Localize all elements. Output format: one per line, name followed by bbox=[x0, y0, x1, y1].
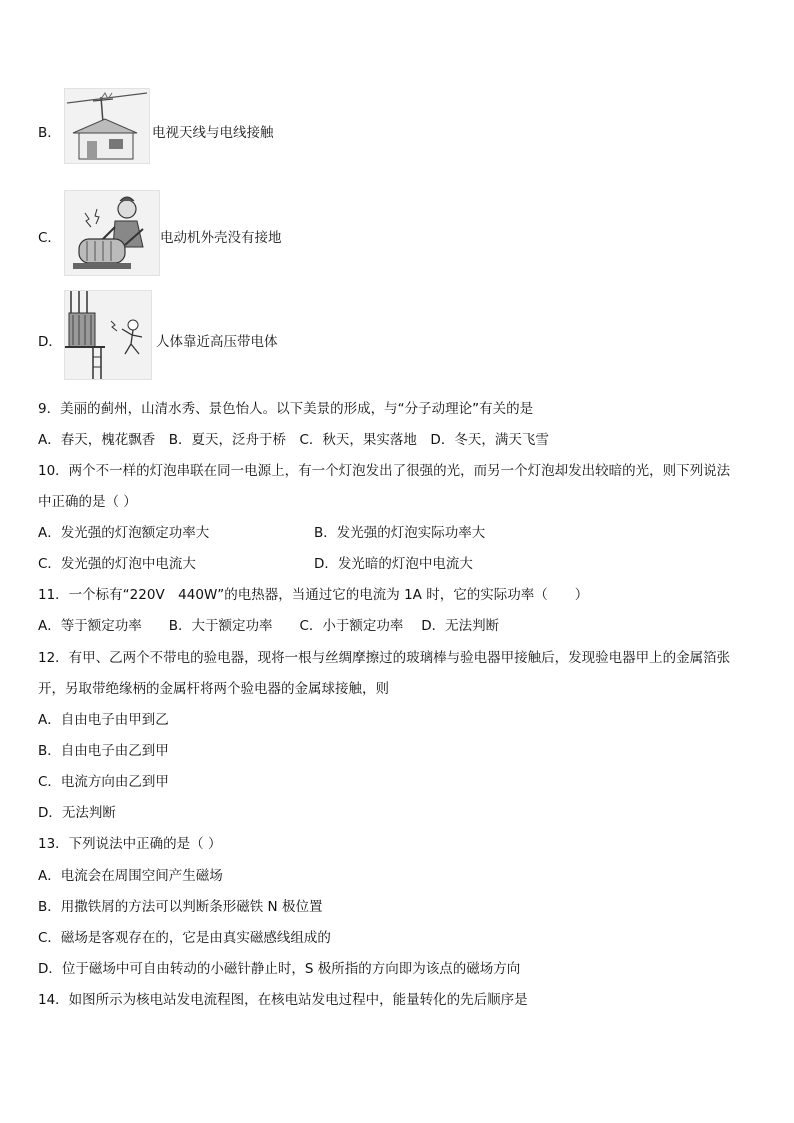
option-a: A．自由电子由甲到乙 bbox=[38, 712, 169, 728]
question-stem-line-2: 开，另取带绝缘柄的金属杆将两个验电器的金属球接触，则 bbox=[38, 681, 389, 697]
question-stem: 11．一个标有“220V 440W”的电热器，当通过它的电流为 1A 时，它的实际功率（ ） bbox=[38, 587, 589, 603]
question-stem: 13．下列说法中正确的是（ ） bbox=[38, 836, 222, 852]
high-voltage-illustration bbox=[64, 290, 152, 380]
tv-antenna-illustration bbox=[64, 88, 150, 164]
option-b: B．用撒铁屑的方法可以判断条形磁铁 N 极位置 bbox=[38, 899, 323, 915]
option-text: 电视天线与电线接触 bbox=[152, 125, 274, 141]
options-line: A．春天，槐花飘香 B．夏天，泛舟于桥 C．秋天，果实落地 D．冬天，满天飞雪 bbox=[38, 432, 549, 448]
question-stem: 9．美丽的蓟州，山清水秀、景色怡人。以下美景的形成，与“分子动理论”有关的是 bbox=[38, 401, 534, 417]
option-c: C．电流方向由乙到甲 bbox=[38, 774, 169, 790]
option-b: B．发光强的灯泡实际功率大 bbox=[314, 525, 486, 541]
question-stem-line-1: 12．有甲、乙两个不带电的验电器，现将一根与丝绸摩擦过的玻璃棒与验电器甲接触后，发现验电器甲上的金属箔张 bbox=[38, 650, 731, 666]
motor-illustration bbox=[64, 190, 160, 276]
option-letter: B． bbox=[38, 125, 61, 141]
option-a: A．发光强的灯泡额定功率大 bbox=[38, 525, 210, 541]
option-b: B．自由电子由乙到甲 bbox=[38, 743, 169, 759]
option-d: D．位于磁场中可自由转动的小磁针静止时，S 极所指的方向即为该点的磁场方向 bbox=[38, 961, 521, 977]
question-stem: 14．如图所示为核电站发电流程图，在核电站发电过程中，能量转化的先后顺序是 bbox=[38, 992, 528, 1008]
option-d: D．发光暗的灯泡中电流大 bbox=[314, 556, 473, 572]
option-letter: D． bbox=[38, 334, 62, 350]
option-c: C．磁场是客观存在的，它是由真实磁感线组成的 bbox=[38, 930, 331, 946]
option-text: 电动机外壳没有接地 bbox=[160, 230, 282, 246]
option-c: C．发光强的灯泡中电流大 bbox=[38, 556, 196, 572]
option-a: A．电流会在周围空间产生磁场 bbox=[38, 868, 223, 884]
question-stem-line-1: 10．两个不一样的灯泡串联在同一电源上，有一个灯泡发出了很强的光，而另一个灯泡却发出较暗的光，则下列说法 bbox=[38, 463, 731, 479]
option-d: D．无法判断 bbox=[38, 805, 116, 821]
option-letter: C． bbox=[38, 230, 61, 246]
option-text: 人体靠近高压带电体 bbox=[156, 334, 278, 350]
options-line: A．等于额定功率 B．大于额定功率 C．小于额定功率 D．无法判断 bbox=[38, 618, 500, 634]
question-stem-line-2: 中正确的是（ ） bbox=[38, 494, 137, 510]
